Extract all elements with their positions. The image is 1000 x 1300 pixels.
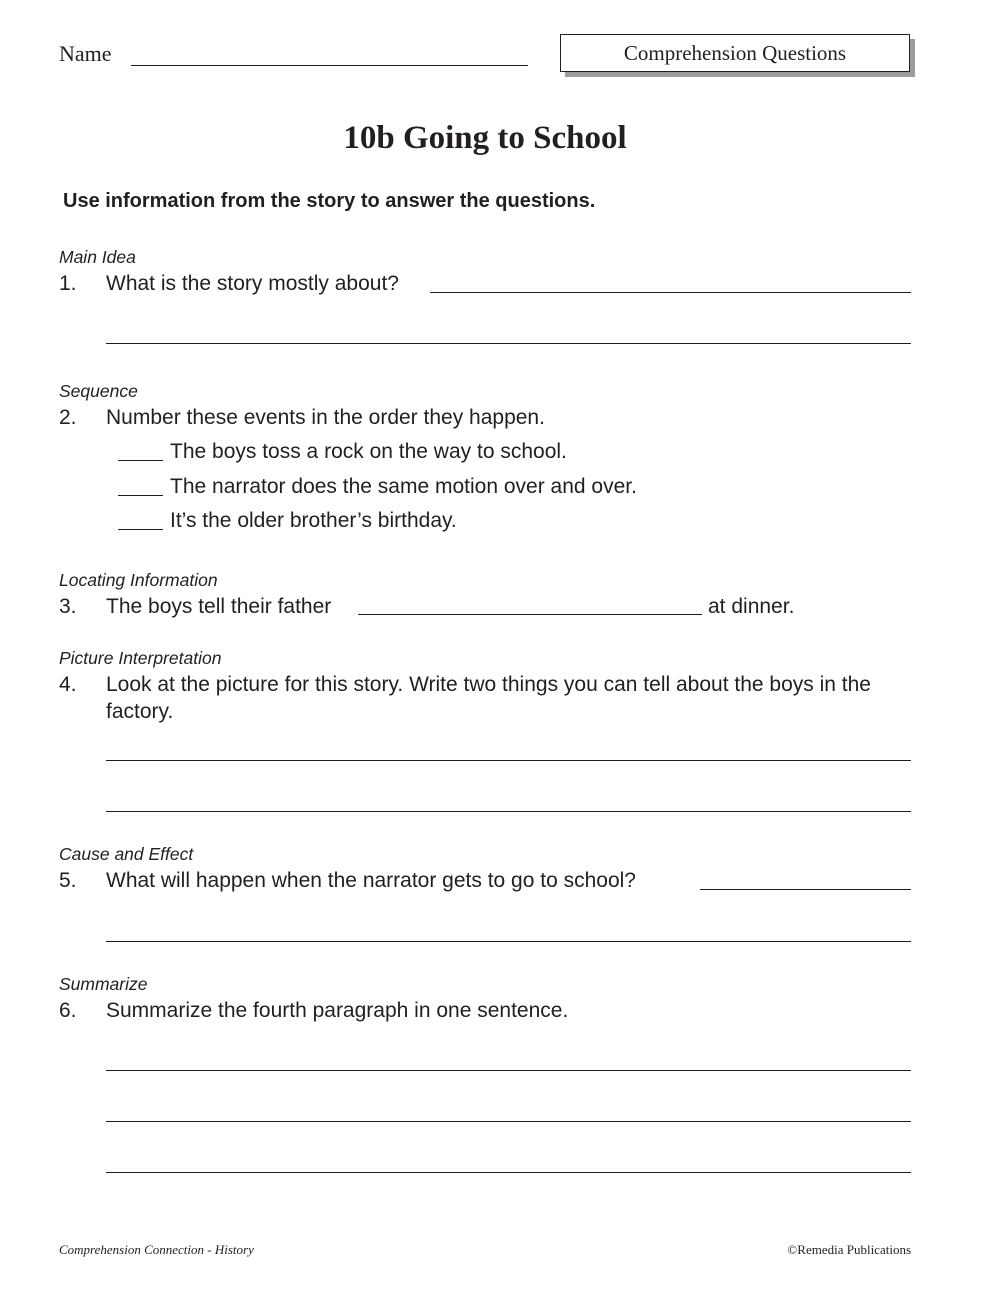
sequence-blank[interactable] — [118, 495, 163, 496]
worksheet-type-box — [560, 34, 910, 72]
question-text: What is the story mostly about? — [106, 272, 399, 295]
question-number: 3. — [59, 595, 77, 618]
question-number: 1. — [59, 272, 77, 295]
question-number: 4. — [59, 673, 77, 696]
sequence-item: It’s the older brother’s birthday. — [170, 509, 457, 532]
name-label: Name — [59, 41, 112, 66]
question-text-after: at dinner. — [708, 595, 795, 618]
footer-copyright: ©Remedia Publications — [787, 1242, 911, 1257]
answer-line[interactable] — [700, 889, 911, 890]
sequence-blank[interactable] — [118, 529, 163, 530]
footer-series-title: Comprehension Connection - History — [59, 1242, 254, 1257]
question-text: Number these events in the order they happen. — [106, 406, 545, 429]
worksheet-type-label: Comprehension Questions — [623, 40, 847, 65]
answer-line[interactable] — [106, 811, 911, 812]
question-text: Summarize the fourth paragraph in one sentence. — [106, 999, 569, 1022]
skill-label-picture-interpretation: Picture Interpretation — [59, 648, 222, 668]
sequence-item: The narrator does the same motion over and over. — [170, 475, 637, 498]
question-text: What will happen when the narrator gets to go to school? — [106, 869, 636, 892]
sequence-blank[interactable] — [118, 460, 163, 461]
question-number: 2. — [59, 406, 77, 429]
question-text-before: The boys tell their father — [106, 595, 332, 618]
question-number: 6. — [59, 999, 77, 1022]
answer-line[interactable] — [358, 614, 702, 615]
skill-label-sequence: Sequence — [59, 381, 138, 401]
question-number: 5. — [59, 869, 77, 892]
answer-line[interactable] — [106, 343, 911, 344]
question-text: Look at the picture for this story. Write two things you can tell about the boys in the factory. — [106, 673, 871, 723]
answer-line[interactable] — [106, 941, 911, 942]
answer-line[interactable] — [430, 292, 911, 293]
answer-line[interactable] — [106, 1070, 911, 1071]
instructions: Use information from the story to answer the questions. — [63, 190, 596, 212]
skill-label-locating-information: Locating Information — [59, 570, 218, 590]
name-answer-line[interactable] — [131, 65, 528, 66]
answer-line[interactable] — [106, 1121, 911, 1122]
answer-line[interactable] — [106, 760, 911, 761]
skill-label-main-idea: Main Idea — [59, 247, 136, 267]
worksheet-title: 10b Going to School — [343, 120, 627, 156]
skill-label-cause-and-effect: Cause and Effect — [59, 844, 194, 864]
answer-line[interactable] — [106, 1172, 911, 1173]
sequence-item: The boys toss a rock on the way to school. — [170, 440, 567, 463]
skill-label-summarize: Summarize — [59, 974, 148, 994]
